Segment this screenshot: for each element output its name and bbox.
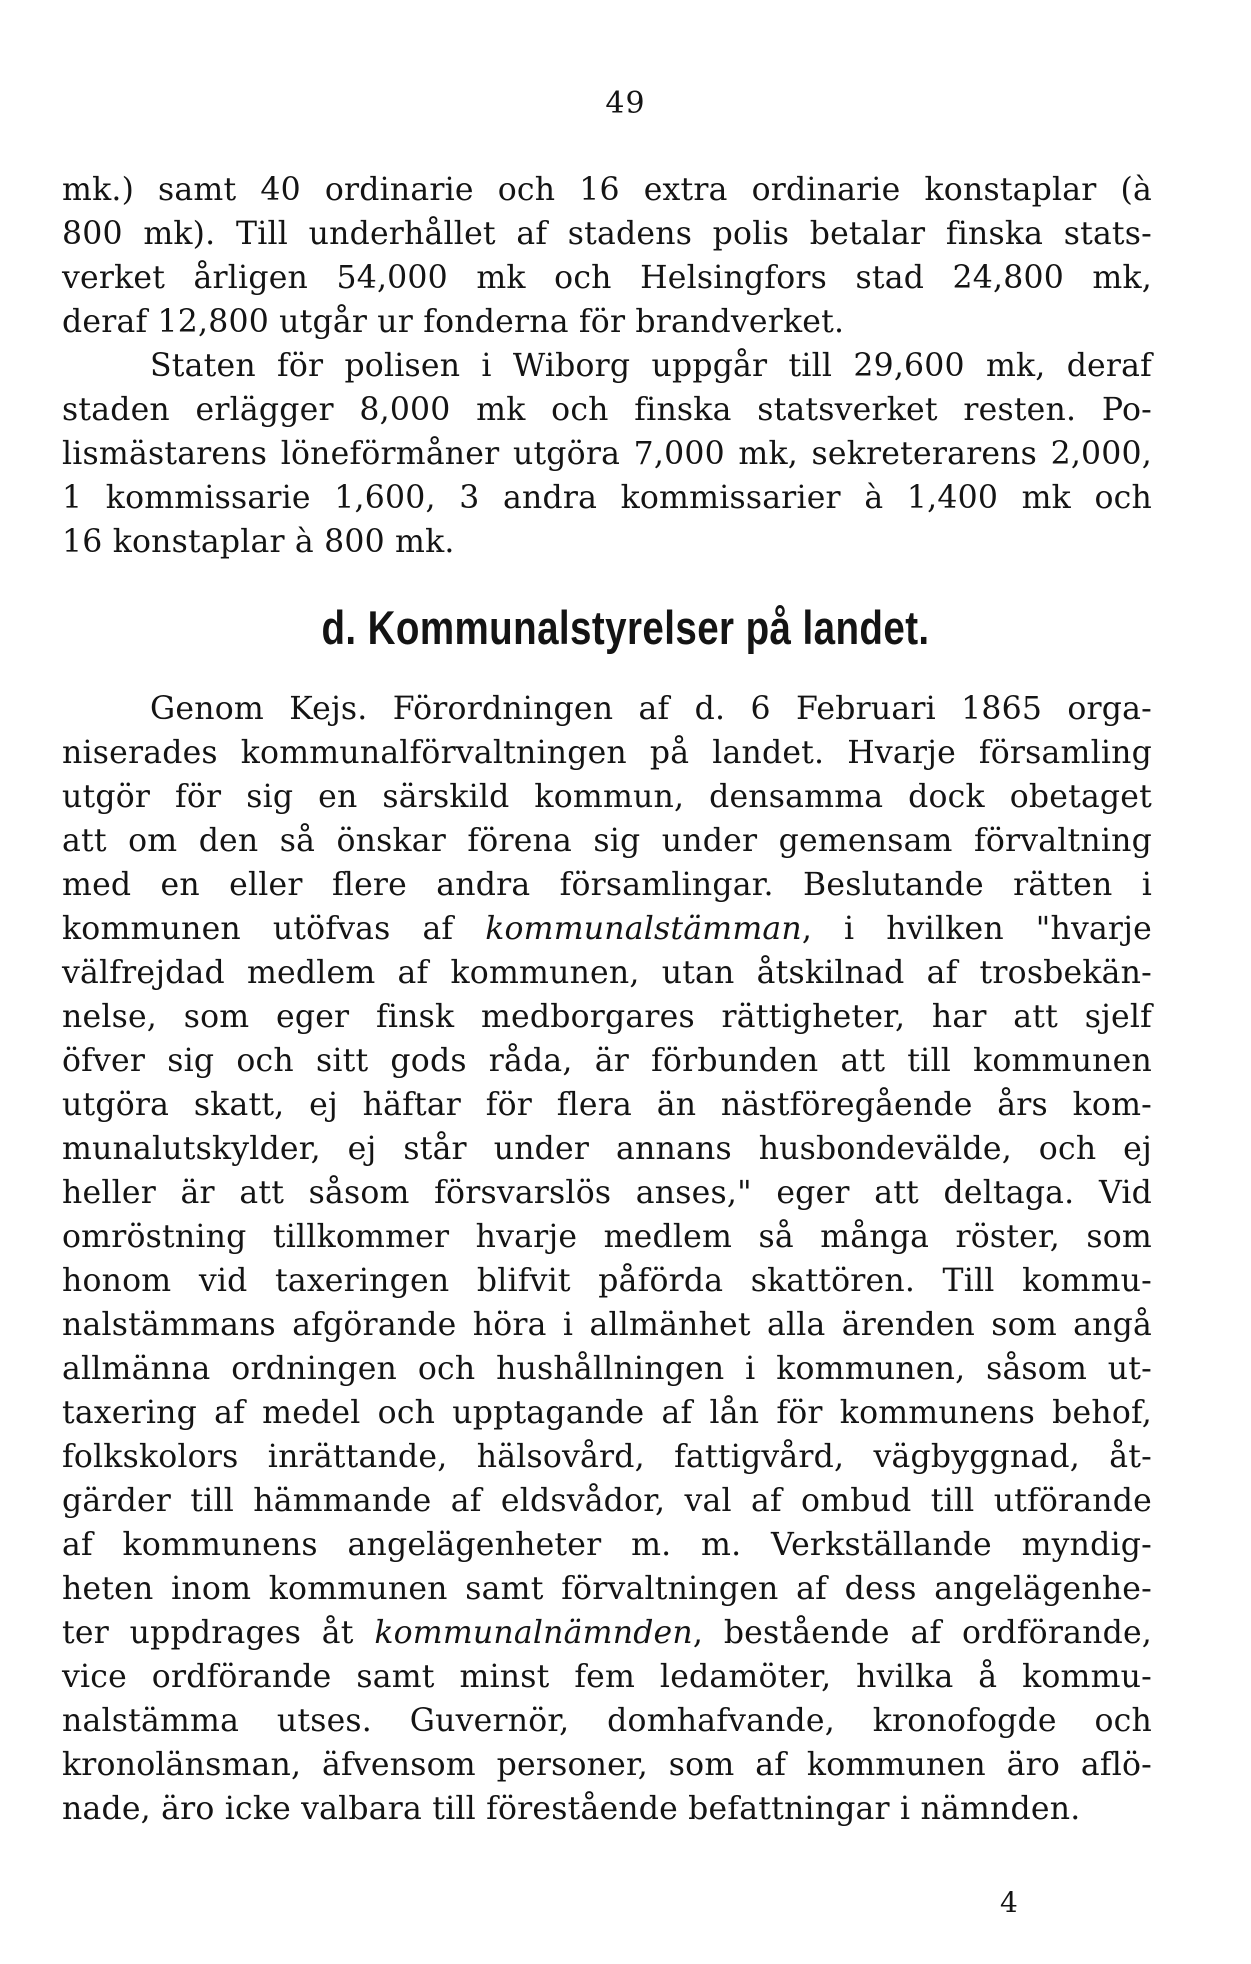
text-line: kronolänsman, äfvensom personer, som af kommunen äro aflö- [62, 1747, 1152, 1783]
text-line [62, 907, 1152, 951]
text-run: , i hvilken "hvarje [801, 911, 1152, 947]
italic-term: kommunalstämman [485, 911, 802, 947]
text-line: Staten för polisen i Wiborg uppgår till 29,600 mk, deraf [150, 348, 1152, 384]
text-line: deraf 12,800 utgår ur fonderna för brandverket. [62, 304, 845, 340]
text-line: öfver sig och sitt gods råda, är förbunden att till kommunen [62, 1043, 1152, 1079]
text-line: 1 kommissarie 1,600, 3 andra kommissarier à 1,400 mk och [62, 480, 1152, 516]
text-line: nade, äro icke valbara till förestående befattningar i nämnden. [62, 1791, 1081, 1827]
text-line: folkskolors inrättande, hälsovård, fattigvård, vägbyggnad, åt- [62, 1439, 1152, 1475]
text-line: 800 mk). Till underhållet af stadens polis betalar finska stats- [62, 216, 1152, 252]
text-line: att om den så önskar förena sig under gemensam förvaltning [62, 823, 1152, 859]
text-line: 16 konstaplar à 800 mk. [62, 524, 455, 560]
italic-term: kommunalnämnden [374, 1615, 693, 1651]
section-heading: d. Kommunalstyrelser på landet. [321, 601, 930, 654]
text-line: Genom Kejs. Förordningen af d. 6 Februari 1865 orga- [150, 691, 1152, 727]
text-line: heller är att såsom försvarslös anses," eger att deltaga. Vid [62, 1175, 1152, 1211]
text-line: heten inom kommunen samt förvaltningen af dess angelägenhe- [62, 1571, 1152, 1607]
text-line: nelse, som eger finsk medborgares rättigheter, har att sjelf [62, 999, 1152, 1035]
text-run: ter uppdrages åt [62, 1615, 375, 1651]
text-line: allmänna ordningen och hushållningen i kommunen, såsom ut- [62, 1351, 1152, 1387]
text-line: taxering af medel och upptagande af lån för kommunens behof, [62, 1395, 1152, 1431]
text-line: munalutskylder, ej står under annans husbondevälde, och ej [62, 1131, 1152, 1167]
text-line: af kommunens angelägenheter m. m. Verkställande myndig- [62, 1527, 1152, 1563]
text-line: utgöra skatt, ej häftar för flera än nästföregående års kom- [62, 1087, 1152, 1123]
text-line: nalstämma utses. Guvernör, domhafvande, kronofogde och [62, 1703, 1152, 1739]
paragraph-rural-municipal-government [62, 687, 1152, 1831]
text-run: , bestående af ordförande, [692, 1615, 1152, 1651]
text-line: lismästarens löneförmåner utgöra 7,000 mk, sekreterarens 2,000, [62, 436, 1152, 472]
text-line [62, 1611, 1152, 1655]
text-line: gärder till hämmande af eldsvådor, val af ombud till utförande [62, 1483, 1152, 1519]
page-number: 49 [605, 86, 646, 121]
text-run: kommunen utöfvas af [62, 911, 486, 947]
text-line: nalstämmans afgörande höra i allmänhet alla ärenden som angå [62, 1307, 1152, 1343]
text-line: honom vid taxeringen blifvit påförda skattören. Till kommu- [62, 1263, 1152, 1299]
text-line: niserades kommunalförvaltningen på landet. Hvarje församling [62, 735, 1152, 771]
text-line: välfrejdad medlem af kommunen, utan åtskilnad af trosbekän- [62, 955, 1152, 991]
text-line: med en eller flere andra församlingar. Beslutande rätten i [62, 867, 1152, 903]
printer-signature-mark: 4 [1000, 1886, 1018, 1919]
text-line: vice ordförande samt minst fem ledamöter, hvilka å kommu- [62, 1659, 1152, 1695]
text-line: utgör för sig en särskild kommun, densamma dock obetaget [62, 779, 1152, 815]
text-line: verket årligen 54,000 mk och Helsingfors stad 24,800 mk, [62, 260, 1152, 296]
text-line: staden erlägger 8,000 mk och finska statsverket resten. Po- [62, 392, 1152, 428]
text-line: mk.) samt 40 ordinarie och 16 extra ordinarie konstaplar (à [62, 172, 1152, 208]
text-line: omröstning tillkommer hvarje medlem så många röster, som [62, 1219, 1152, 1255]
paragraph-police-funding [62, 168, 1152, 564]
